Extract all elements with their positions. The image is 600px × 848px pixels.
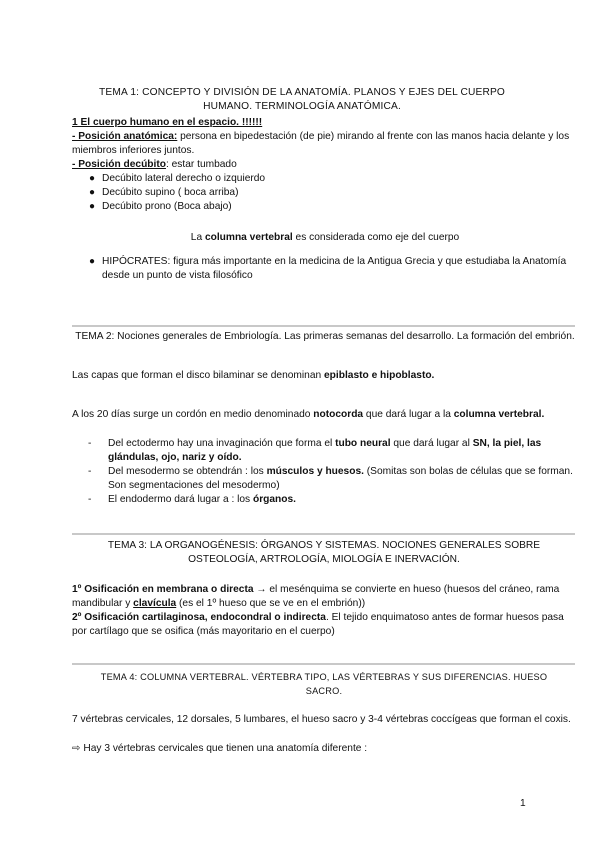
bullet-icon: ● (89, 187, 96, 198)
page-number: 1 (520, 798, 526, 809)
cervicales-sentence: ⇨ Hay 3 vértebras cervicales que tienen una anatomía diferente : (72, 743, 368, 754)
dash-icon: - (88, 438, 92, 449)
capas-sentence: Las capas que forman el disco bilaminar se denominan epiblasto e hipoblasto. (72, 370, 435, 381)
bullet-icon: ● (89, 201, 96, 212)
list-item: ● HIPÓCRATES: figura más importante en la medicina de la Antigua Grecia y que estudiaba la Anatomía desde un punto de vista filosófico (89, 256, 567, 281)
posicion-decubito-label: - Posición decúbito (72, 159, 166, 170)
posicion-anatomica (72, 130, 578, 158)
vertebras-sentence: 7 vértebras cervicales, 12 dorsales, 5 lumbares, el hueso sacro y 3-4 vértebras coccígeas que forman el coxis. (72, 714, 571, 725)
divider (72, 663, 575, 665)
bullet-icon: ● (89, 256, 96, 267)
divider (72, 325, 575, 327)
osificacion-indirecta: 2º Osificación cartilaginosa, endocondral o indirecta. El tejido enquimatoso antes de formar huesos pasa por cartílago que se osifica (más mayoritario en el cuerpo) (72, 612, 564, 637)
dash-icon: - (88, 466, 92, 477)
notocorda-sentence: A los 20 días surge un cordón en medio denominado notocorda que dará lugar a la columna vertebral. (72, 409, 545, 420)
list-item: ● Decúbito lateral derecho o izquierdo (89, 173, 266, 184)
tema2-title: TEMA 2: Nociones generales de Embriología. Las primeras semanas del desarrollo. La formación del embrión. (75, 331, 575, 342)
columna-sentence: La columna vertebral es considerada como eje del cuerpo (190, 232, 460, 243)
arrow-right-icon: ⇨ (72, 743, 81, 754)
list-item: - El endodermo dará lugar a : los órganos. (88, 494, 297, 505)
posicion-anatomica-text: persona en bipedestación (de pie) mirando al frente con las manos hacia delante y los miembros inferiores juntos. (72, 131, 570, 156)
list-item: - Del ectodermo hay una invaginación que forma el tubo neural que dará lugar al SN, la piel, las glándulas, ojo, nariz y oído. (88, 438, 542, 463)
tema1-title: TEMA 1: CONCEPTO Y DIVISIÓN DE LA ANATOMÍA. PLANOS Y EJES DEL CUERPO HUMANO. TERMINOLOGÍA ANATÓMICA. (99, 87, 505, 112)
germ-layers-list (72, 437, 578, 507)
dash-icon: - (88, 494, 92, 505)
bullet-icon: ● (89, 173, 96, 184)
posicion-anatomica-label: - Posición anatómica: (72, 131, 178, 142)
tema3-title: TEMA 3: LA ORGANOGÉNESIS: ÓRGANOS Y SISTEMAS. NOCIONES GENERALES SOBRE OSTEOLOGÍA, ARTROLOGÍA, MIOLOGÍA E INERVACIÓN. (107, 540, 541, 565)
decubito-list (72, 172, 578, 214)
list-item: - Del mesodermo se obtendrán : los músculos y huesos. (Somitas son bolas de células que se forman. Son segmentaciones del mesodermo) (88, 466, 573, 491)
tema4-title: TEMA 4: COLUMNA VERTEBRAL. VÉRTEBRA TIPO, LAS VÉRTEBRAS Y SUS DIFERENCIAS. HUESO SACRO. (100, 672, 548, 696)
section-heading: 1 El cuerpo humano en el espacio. !!!!!! (72, 117, 263, 128)
list-item: ● Decúbito prono (Boca abajo) (89, 201, 232, 212)
posicion-decubito (72, 158, 578, 172)
tema1-body (72, 116, 578, 214)
posicion-decubito-text: : estar tumbado (165, 159, 237, 170)
osificacion-directa: 1º Osificación en membrana o directa → el mesénquima se convierte en hueso (huesos del cráneo, rama mandibular y clavícula (es el 1º hueso que se ve en el embrión)) (72, 584, 560, 609)
list-item: ● Decúbito supino ( boca arriba) (89, 187, 239, 198)
divider (72, 533, 575, 535)
hipocrates-list (72, 255, 578, 283)
osificacion-block (72, 583, 578, 639)
